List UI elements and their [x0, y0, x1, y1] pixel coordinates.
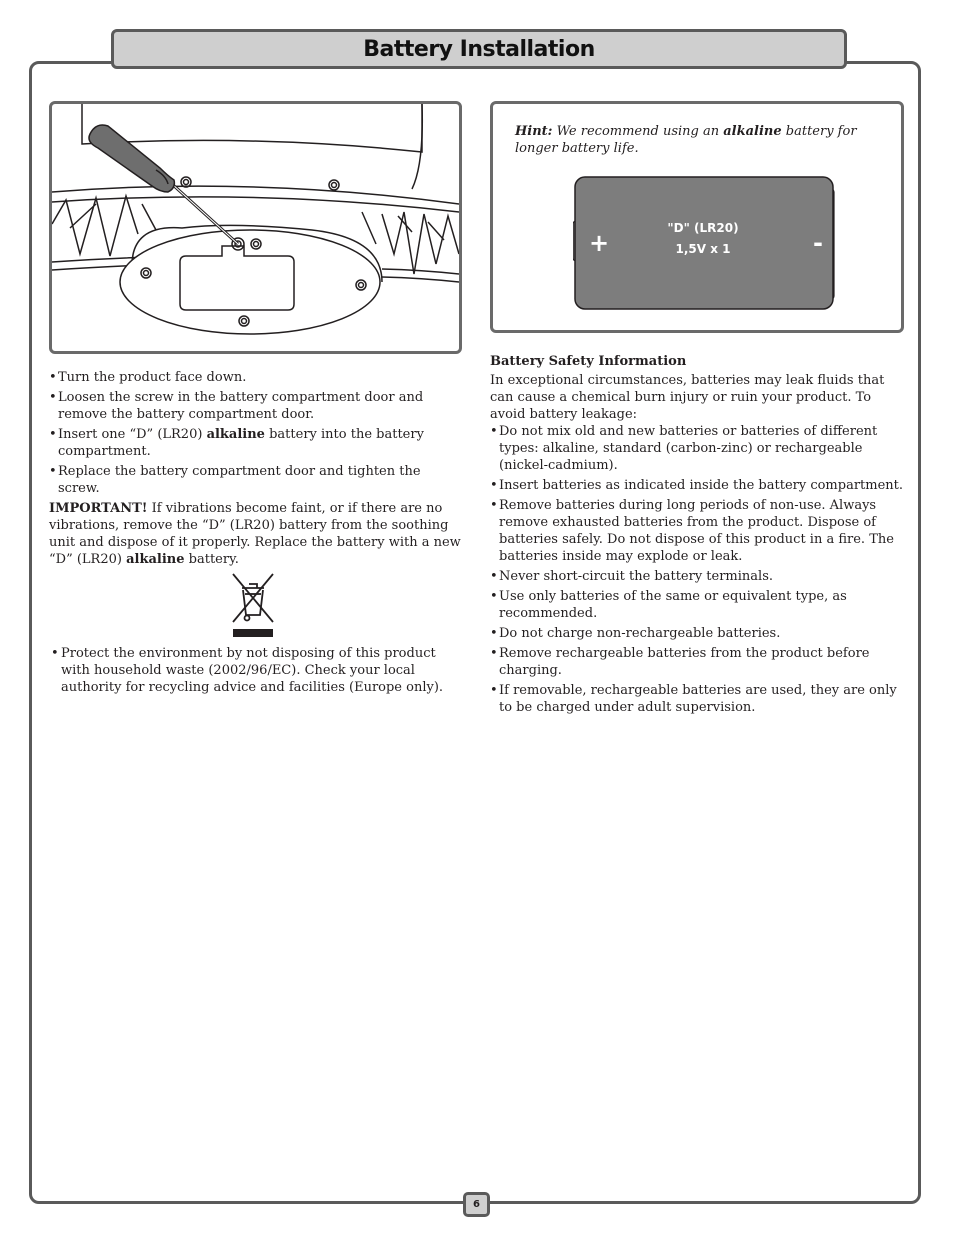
- instruction-item: [49, 426, 464, 460]
- installation-instructions: [49, 369, 464, 568]
- important-after: battery.: [188, 552, 239, 567]
- hint-label: Hint:: [515, 124, 553, 139]
- safety-item: • Do not charge non-rechargeable batteries.: [490, 625, 904, 642]
- hint-box: [490, 101, 904, 333]
- important-label: IMPORTANT!: [49, 501, 148, 516]
- battery-safety-info: [490, 353, 904, 719]
- instruction-text: battery into the battery compartment.: [58, 427, 424, 459]
- instruction-item: • Turn the product face down.: [49, 369, 464, 386]
- important-bold: alkaline: [126, 552, 185, 567]
- hint-text-after: battery for longer battery life.: [515, 124, 857, 156]
- hint-text-before: We recommend using an: [556, 124, 720, 139]
- safety-item: • Do not mix old and new batteries or batteries of different types: alkaline, standard (carbon-zinc) or rechargeable (nickel-cadmium).: [490, 423, 904, 474]
- battery-plus-label: +: [589, 229, 610, 257]
- safety-intro: In exceptional circumstances, batteries may leak fluids that can cause a chemical burn injury or ruin your product. To avoid battery leakage:: [490, 373, 885, 422]
- battery-minus-label: -: [813, 229, 823, 257]
- hint-bold: alkaline: [723, 124, 782, 139]
- safety-item: • Remove rechargeable batteries from the product before charging.: [490, 645, 904, 679]
- environment-item: • Protect the environment by not disposing of this product with household waste (2002/96/EC). Check your local authority for recycling advice and facilities (Europe only).: [51, 645, 451, 696]
- battery-type-label: "D" (LR20): [667, 221, 739, 235]
- safety-heading: Battery Safety Information: [490, 354, 687, 369]
- battery-door-illustration: [49, 101, 462, 354]
- crossed-out-bin-icon: [231, 572, 275, 638]
- important-text: If vibrations become faint, or if there are no vibrations, remove the “D” (LR20) battery from the soothing unit and dispose of it properly. Replace the battery with a new “D” (LR20): [49, 501, 461, 567]
- safety-item: • Never short-circuit the battery terminals.: [490, 568, 904, 585]
- instruction-text: Insert one “D” (LR20): [58, 427, 203, 442]
- safety-item: • Use only batteries of the same or equivalent type, as recommended.: [490, 588, 904, 622]
- page-title: Battery Installation: [363, 36, 595, 62]
- important-note: [49, 500, 464, 568]
- safety-item: • Insert batteries as indicated inside the battery compartment.: [490, 477, 904, 494]
- screwdriver-illustration: [52, 104, 459, 351]
- environment-note: [51, 645, 451, 699]
- title-bar: [111, 29, 847, 69]
- safety-item: • Remove batteries during long periods of non-use. Always remove exhausted batteries from the product. Dispose of batteries safely. Do not dispose of this product in a fire. The batteries inside may explode or leak.: [490, 497, 904, 565]
- hint-text: [515, 123, 885, 157]
- d-battery-graphic: [573, 175, 835, 311]
- page-number: 6: [463, 1192, 490, 1217]
- instruction-item: • Loosen the screw in the battery compartment door and remove the battery compartment door.: [49, 389, 464, 423]
- battery-voltage-label: 1,5V x 1: [675, 242, 731, 256]
- instruction-bold: alkaline: [206, 427, 265, 442]
- instruction-item: • Replace the battery compartment door and tighten the screw.: [49, 463, 464, 497]
- safety-item: • If removable, rechargeable batteries are used, they are only to be charged under adult supervision.: [490, 682, 904, 716]
